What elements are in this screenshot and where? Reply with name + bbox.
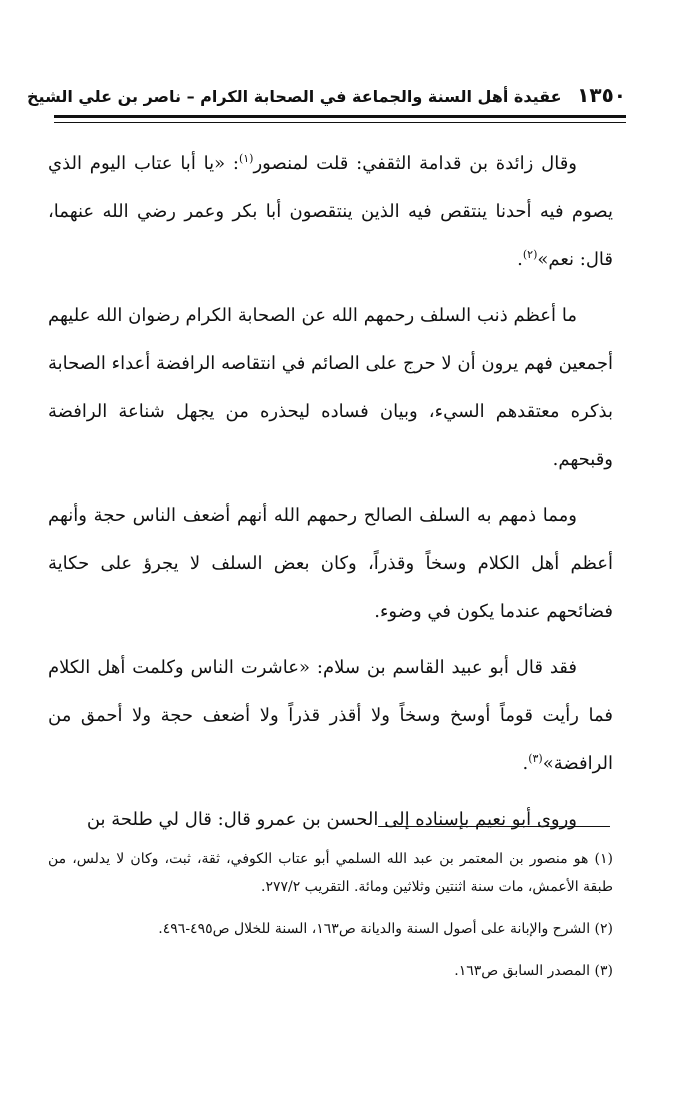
running-title: عقيدة أهل السنة والجماعة في الصحابة الكرام – ناصر بن علي الشيخ <box>27 87 562 106</box>
paragraph-text: فقد قال أبو عبيد القاسم بن سلام: «عاشرت الناس وكلمت أهل الكلام فما رأيت قوماً أوسخ وسخاً ولا أقذر قذراً ولا أضعف حجة ولا أحمق من الرافضة» <box>48 657 613 774</box>
header-rule-thick <box>54 115 626 118</box>
paragraph-text: . <box>517 249 523 270</box>
main-text <box>48 140 613 852</box>
running-header <box>27 83 626 108</box>
footnote: (٢) الشرح والإبانة على أصول السنة والديانة ص١٦٣، السنة للخلال ص٤٩٥-٤٩٦. <box>158 921 613 937</box>
footnote-ref: (٢) <box>522 248 538 261</box>
paragraph <box>48 492 613 636</box>
footnote: (٣) المصدر السابق ص١٦٣. <box>454 963 613 979</box>
paragraph <box>48 292 613 484</box>
paragraph-text: ومما ذمهم به السلف الصالح رحمهم الله أنهم أضعف الناس حجة وأنهم أعظم أهل الكلام وسخاً وقذراً، وكان بعض السلف لا يجرؤ على حكاية فضائحهم عندما يكون في وضوء. <box>48 505 613 622</box>
paragraph <box>48 644 613 788</box>
footnote-separator <box>378 826 610 827</box>
footnote-ref: (٣) <box>528 752 543 765</box>
footnotes <box>48 845 613 999</box>
paragraph-text: : «يا أبا عتاب اليوم الذي يصوم فيه أحدنا ينتقص فيه الذين ينتقصون أبا بكر وعمر رضي الله عنهما، قال: نعم» <box>48 153 613 270</box>
footnote: (١) هو منصور بن المعتمر بن عبد الله السلمي أبو عتاب الكوفي، ثقة، ثبت، وكان لا يدلس، من طبقة الأعمش، مات سنة اثنتين وثلاثين ومائة. التقريب ٢٧٧/٢. <box>48 851 613 895</box>
page-number: ١٣٥٠ <box>577 83 626 107</box>
paragraph <box>48 140 613 284</box>
paragraph-text: ما أعظم ذنب السلف رحمهم الله عن الصحابة الكرام رضوان الله عليهم أجمعين فهم يرون أن لا حرج على الصائم في انتقاصه الرافضة أعداء الصحابة بذكره معتقدهم السيء، وبيان فساده ليحذره من يجهل شناعة الرافضة وقبحهم. <box>48 305 613 470</box>
paragraph-text: وروى أبو نعيم بإسناده إلى الحسن بن عمرو قال: قال لي طلحة بن <box>86 809 577 830</box>
paragraph <box>48 796 613 844</box>
paragraph-text: . <box>522 753 529 774</box>
header-rule-thin <box>54 122 626 123</box>
paragraph-text: وقال زائدة بن قدامة الثقفي: قلت لمنصور <box>253 153 577 174</box>
footnote-ref: (١) <box>238 152 254 165</box>
